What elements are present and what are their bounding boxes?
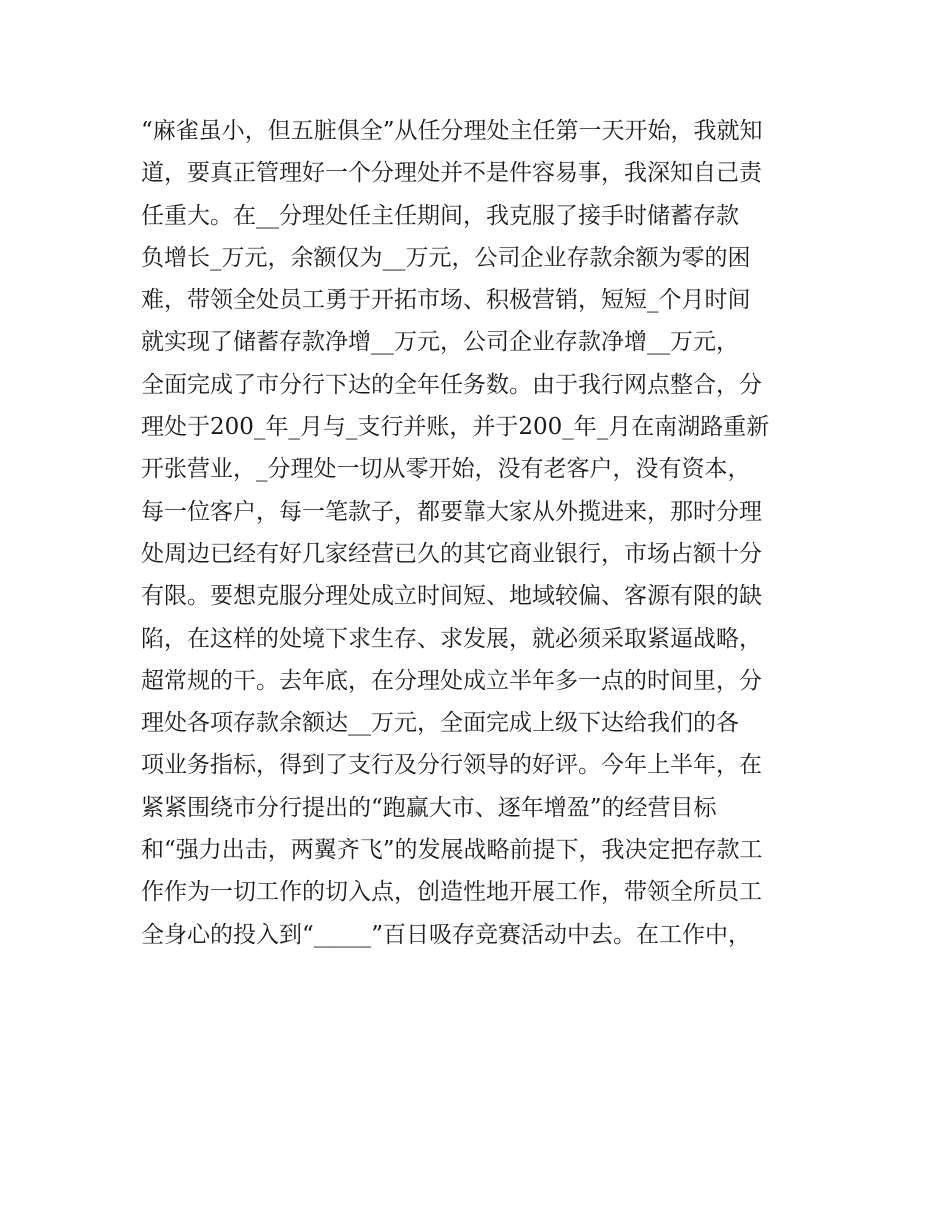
- text-line: 道，要真正管理好一个分理处并不是件容易事，我深知自己责: [141, 160, 762, 187]
- text-line: 超常规的干。去年底，在分理处成立半年多一点的时间里，分: [141, 667, 762, 694]
- text-line: 每一位客户，每一笔款子，都要靠大家从外揽进来，那时分理: [141, 498, 762, 525]
- text-line: 负增长_万元，余额仅为__万元，公司企业存款余额为零的困: [141, 244, 751, 271]
- text-line: 难，带领全处员工勇于开拓市场、积极营销，短短_个月时间: [141, 287, 751, 314]
- text-line: “麻雀虽小，但五脏俱全”从任分理处主任第一天开始，我就知: [141, 118, 763, 144]
- text-line: 任重大。在__分理处任主任期间，我克服了接手时储蓄存款: [141, 202, 739, 229]
- text-line: 陷，在这样的处境下求生存、求发展，就必须采取紧逼战略，: [141, 625, 762, 652]
- text-line: 项业务指标，得到了支行及分行领导的好评。今年上半年，在: [141, 752, 762, 779]
- text-line: 理处于200_年_月与_支行并账，并于200_年_月在南湖路重新: [141, 414, 770, 441]
- text-line: 作作为一切工作的切入点，创造性地开展工作，带领全所员工: [141, 879, 762, 906]
- text-line: 开张营业，_分理处一切从零开始，没有老客户，没有资本，: [141, 456, 751, 483]
- text-line: 全面完成了市分行下达的全年任务数。由于我行网点整合，分: [141, 371, 762, 398]
- text-line: 和“强力出击，两翼齐飞”的发展战略前提下，我决定把存款工: [141, 837, 763, 864]
- text-line: 全身心的投入到“_____”百日吸存竞赛活动中去。在工作中，: [141, 921, 752, 948]
- text-line: 理处各项存款余额达__万元，全面完成上级下达给我们的各: [141, 710, 739, 737]
- text-line: 有限。要想克服分理处成立时间短、地域较偏、客源有限的缺: [141, 583, 762, 610]
- text-line: 就实现了储蓄存款净增__万元，公司企业存款净增__万元，: [141, 329, 739, 356]
- text-line: 紧紧围绕市分行提出的“跑赢大市、逐年增盈”的经营目标: [141, 794, 717, 821]
- body-text: [141, 110, 821, 956]
- text-line: 处周边已经有好几家经营已久的其它商业银行，市场占额十分: [141, 540, 762, 567]
